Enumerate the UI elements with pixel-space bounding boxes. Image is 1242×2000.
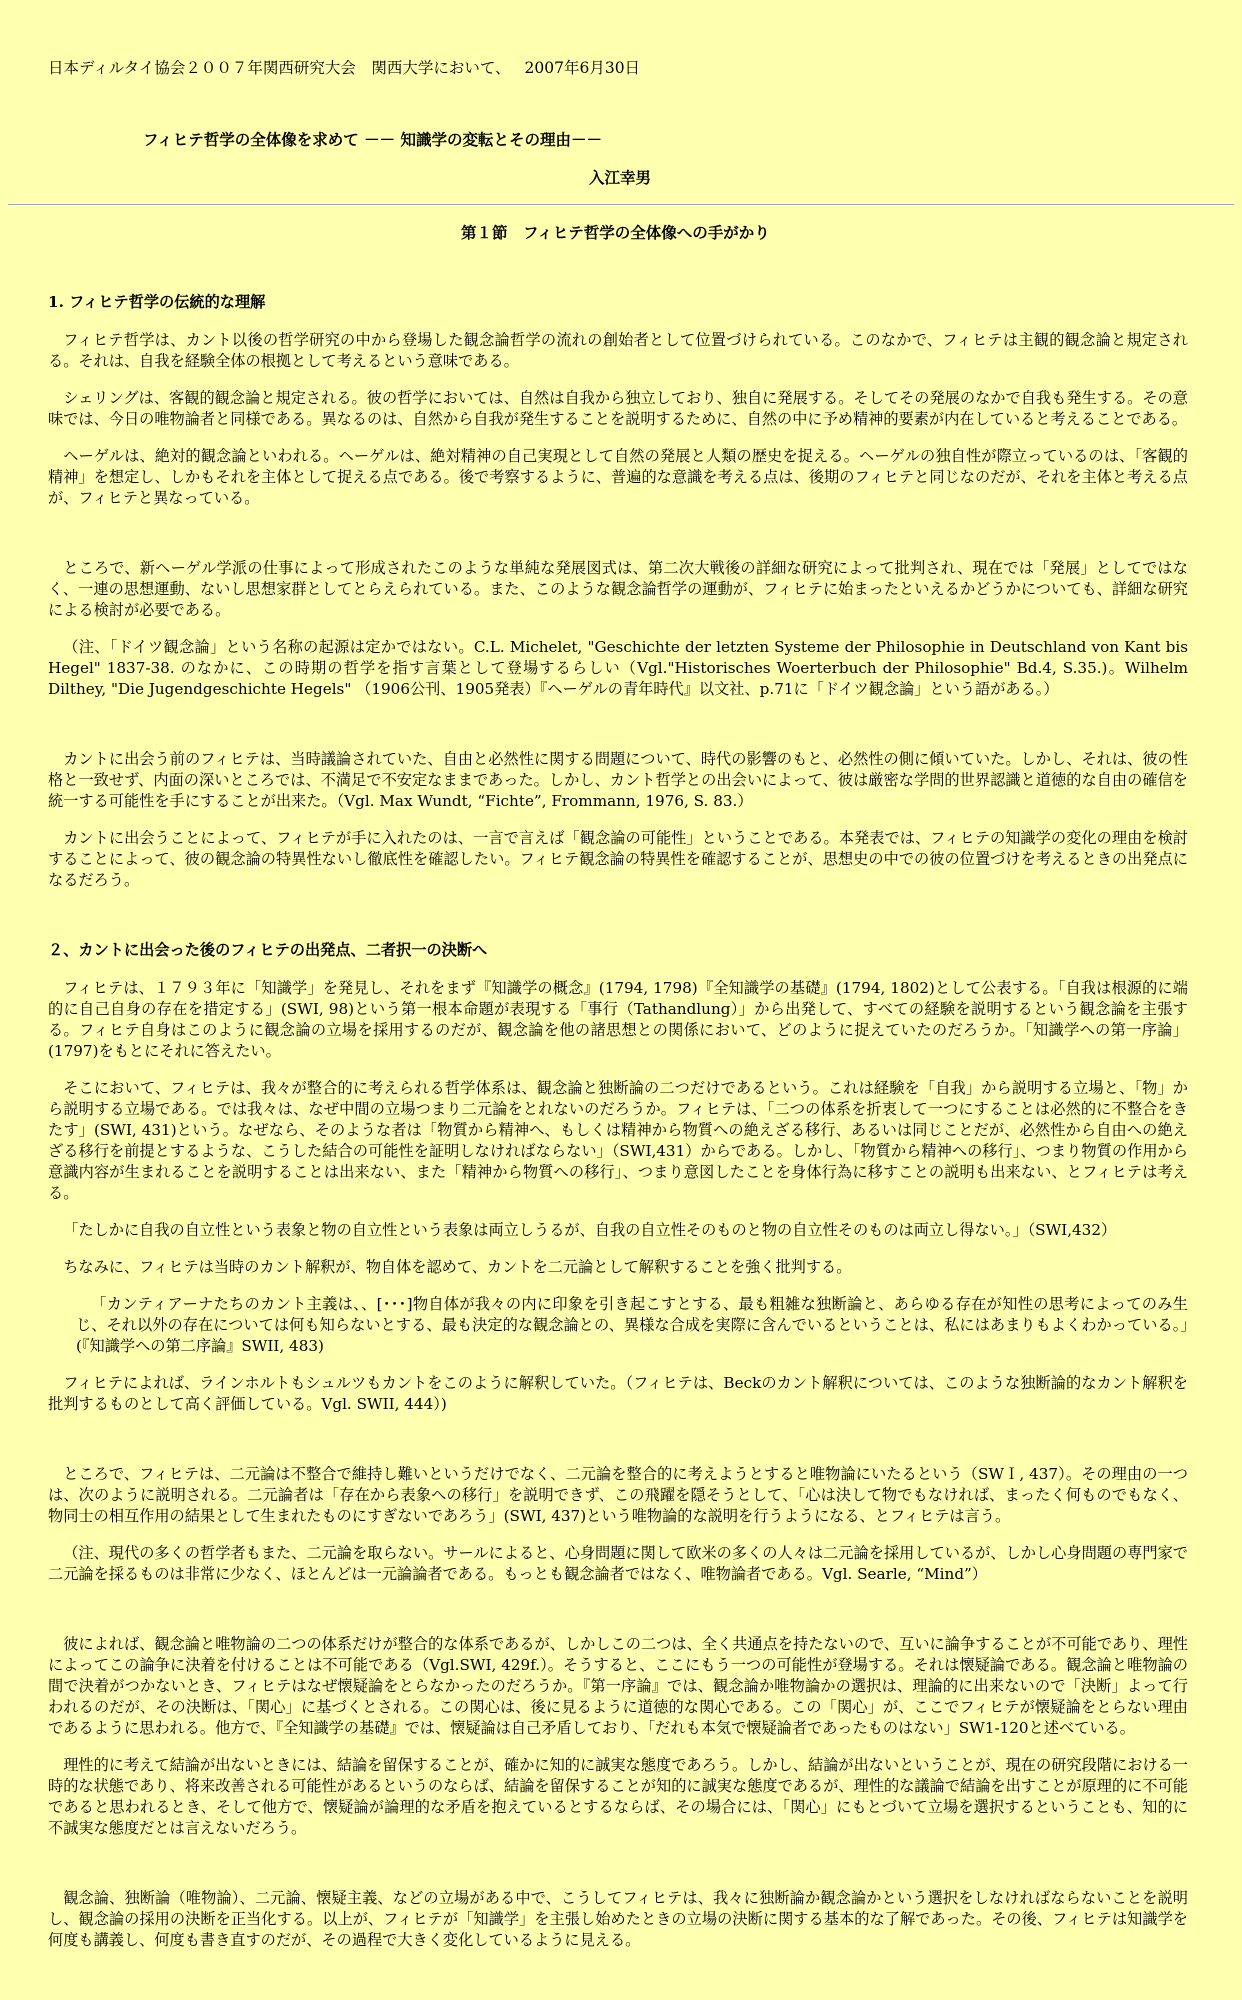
subsection-heading: ２、カントに出会った後のフィヒテの出発点、二者択一の決断へ — [48, 941, 488, 959]
paragraph: 観念論、独断論（唯物論）、二元論、懐疑主義、などの立場がある中で、こうしてフィヒテは、我々に独断論か観念論かという選択をしなければならないことを説明し、観念論の採用の決断を正当化する。以上が、フィヒテが「知識学」を主張し始めたときの立場の決断に関する基本的な了解であった。その後、フィヒテは知識学を何度も講義し、何度も書き直すのだが、その過程で大きく変化しているように見える。 — [48, 1889, 1188, 1949]
paragraph: ところで、フィヒテは、二元論は不整合で維持し難いというだけでなく、二元論を整合的に考えようとすると唯物論にいたるという（SWＩ, 437）。その理由の一つは、次のように説明される。二元論者は「存在から表象への移行」を説明できず、この飛躍を隠そうとして、「心は決して物でもなければ、まったく何ものでもなく、物同士の相互作用の結果として生まれたものにすぎないであろう」(SWI, 437)という唯物論的な説明を行うようになる、とフィヒテは言う。 — [48, 1465, 1188, 1525]
document-body — [48, 292, 1188, 1967]
header-date: 2007年6月30日 — [524, 59, 641, 77]
paragraph: フィヒテは、１７９３年に「知識学」を発見し、それをまず『知識学の概念』(1794, 1798)『全知識学の基礎』(1794, 1802)として公表する。「自我は根源的に端的に自己自身の存在を措定する」(SWI, 98)という第一根本命題が表現する「事行（Tathandlung）」から出発して、すべての経験を説明するという観念論を主張する。フィヒテ自身はこのように観念論の立場を採用するのだが、観念論を他の諸思想との関係において、どのように捉えていたのだろうか。「知識学への第一序論」(1797)をもとにそれに答えたい。 — [48, 979, 1188, 1060]
paragraph: ところで、新ヘーゲル学派の仕事によって形成されたこのような単純な発展図式は、第二次大戦後の詳細な研究によって批判され、現在では「発展」としてではなく、一連の思想運動、ないし思想家群としてとらえられている。また、このような観念論哲学の運動が、フィヒテに始まったといえるかどうかについても、詳細な研究による検討が必要である。 — [48, 559, 1188, 619]
block-quote: 「カンティアーナたちのカント主義は、、[･･･]物自体が我々の内に印象を引き起こすとする、最も粗雑な独断論と、あらゆる存在が知性の思考によってのみ生じ、それ以外の存在については何も知らないとする、最も決定的な観念論との、異様な合成を実際に含んでいるということは、私にはあまりもよくわかっている。」(『知識学への第二序論』SWII, 483) — [76, 1295, 1188, 1355]
horizontal-rule — [8, 204, 1234, 206]
paragraph: カントに出会うことによって、フィヒテが手に入れたのは、一言で言えば「観念論の可能性」ということである。本発表では、フィヒテの知識学の変化の理由を検討することによって、彼の観念論の特異性ないし徹底性を確認したい。フィヒテ観念論の特異性を確認することが、思想史の中での彼の位置づけを考えるときの出発点になるだろう。 — [48, 829, 1188, 889]
section-title: 第１節 フィヒテ哲学の全体像への手がかり — [461, 223, 770, 242]
paragraph: 理性的に考えて結論が出ないときには、結論を留保することが、確かに知的に誠実な態度であろう。しかし、結論が出ないということが、現在の研究段階における一時的な状態であり、将来改善される可能性があるというのならば、結論を留保することが知的に誠実な態度であるが、理性的な議論で結論を出すことが原理的に不可能であると思われるとき、そして他方で、懐疑論が論理的な矛盾を抱えているとするならば、その場合には、「関心」にもとづいて立場を選択するということも、知的に不誠実な態度だとは言えないだろう。 — [48, 1756, 1188, 1837]
header-event: 日本ディルタイ協会２００７年関西研究大会 関西大学において、 — [48, 59, 511, 77]
note-paragraph: （注、「ドイツ観念論」という名称の起源は定かではない。C.L. Michelet, "Geschichte der letzten Systeme der Philosophie in Deutschland von Kant bis Hegel" 1837-38. のなかに、この時期の哲学を指す言葉として登場するらしい（Vgl."Historisches Woerterbuch der Philosophie" Bd.4, S.35.)。Wilhelm Dilthey, "Die Jugendgeschichte Hegels" （1906公刊、1905発表）『ヘーゲルの青年時代』以文社、p.71に「ドイツ観念論」という語がある。） — [48, 638, 1188, 698]
paragraph: そこにおいて、フィヒテは、我々が整合的に考えられる哲学体系は、観念論と独断論の二つだけであるという。これは経験を「自我」から説明する立場と、「物」から説明する立場である。では我々は、なぜ中間の立場つまり二元論をとれないのだろうか。フィヒテは、「二つの体系を折衷して一つにすることは必然的に不整合をきたす」(SWI, 431)という。なぜなら、そのような者は「物質から精神へ、もしくは精神から物質への絶えざる移行、あるいは同じことだが、必然性から自由への絶えざる移行を前提とするような、こうした結合の可能性を証明しなければならない」（SWI,431）からである。しかし、「物質から精神への移行」、つまり物質の作用から意識内容が生まれることを説明することは出来ない、また「精神から物質への移行」、つまり意図したことを身体行為に移すことの説明も出来ない、とフィヒテは考える。 — [48, 1079, 1188, 1202]
author-name: 入江幸男 — [589, 168, 652, 187]
paragraph: ヘーゲルは、絶対的観念論といわれる。ヘーゲルは、絶対精神の自己実現として自然の発展と人類の歴史を捉える。ヘーゲルの独自性が際立っているのは、「客観的精神」を想定し、しかもそれを主体として捉える点である。後で考察するように、普遍的な意識を考える点は、後期のフィヒテと同じなのだが、それを主体と考える点が、フィヒテと異なっている。 — [48, 447, 1188, 507]
note-paragraph: （注、現代の多くの哲学者もまた、二元論を取らない。サールによると、心身問題に関して欧米の多くの人々は二元論を採用しているが、しかし心身問題の専門家で二元論を採るものは非常に少なく、ほとんどは一元論論者である。もっとも観念論者ではなく、唯物論者である。Vgl. Searle, “Mind”） — [48, 1544, 1188, 1583]
paragraph: シェリングは、客観的観念論と規定される。彼の哲学においては、自然は自我から独立しており、独自に発展する。そしてその発展のなかで自我も発生する。その意味では、今日の唯物論者と同様である。異なるのは、自然から自我が発生することを説明するために、自然の中に予め精神的要素が内在していると考えることである。 — [48, 389, 1188, 428]
paragraph: フィヒテ哲学は、カント以後の哲学研究の中から登場した観念論哲学の流れの創始者として位置づけられている。このなかで、フィヒテは主観的観念論と規定される。それは、自我を経験全体の根拠として考えるという意味である。 — [48, 331, 1188, 370]
paragraph: カントに出会う前のフィヒテは、当時議論されていた、自由と必然性に関する問題について、時代の影響のもと、必然性の側に傾いていた。しかし、それは、彼の性格と一致せず、内面の深いところでは、不満足で不安定なままであった。しかし、カント哲学との出会いによって、彼は厳密な学問的世界認識と道徳的な自由の確信を統一する可能性を手にすることが出来た。（Vgl. Max Wundt, “Fichte”, Frommann, 1976, S. 83.） — [48, 750, 1188, 810]
page-title: フィヒテ哲学の全体像を求めて －－ 知識学の変転とその理由－－ — [143, 130, 603, 149]
subsection-heading: 1. フィヒテ哲学の伝統的な理解 — [48, 293, 266, 311]
quote-paragraph: 「たしかに自我の自立性という表象と物の自立性という表象は両立しうるが、自我の自立性そのものと物の自立性そのものは両立し得ない。」（SWI,432） — [63, 1221, 1117, 1239]
paragraph: フィヒテによれば、ラインホルトもシュルツもカントをこのように解釈していた。（フィヒテは、Beckのカント解釈については、このような独断論的なカント解釈を批判するものとして高く評価している。Vgl. SWII, 444）) — [48, 1374, 1188, 1413]
header-line — [48, 58, 640, 79]
paragraph: ちなみに、フィヒテは当時のカント解釈が、物自体を認めて、カントを二元論として解釈することを強く批判する。 — [63, 1258, 852, 1276]
paragraph: 彼によれば、観念論と唯物論の二つの体系だけが整合的な体系であるが、しかしこの二つは、全く共通点を持たないので、互いに論争することが不可能であり、理性によってこの論争に決着を付けることは不可能である（Vgl.SWI, 429f.）。そうすると、ここにもう一つの可能性が登場する。それは懐疑論である。観念論と唯物論の間で決着がつかないとき、フィヒテはなぜ懐疑論をとらなかったのだろうか。『第一序論』では、観念論か唯物論かの選択は、理論的に出来ないので「決断」よって行われるのだが、その決断は、「関心」に基づくとされる。この関心は、後に見るように道徳的な関心である。この「関心」が、ここでフィヒテが懐疑論をとらない理由であるように思われる。他方で、『全知識学の基礎』では、懐疑論は自己矛盾しており、「だれも本気で懐疑論者であったものはない」SW1-120と述べている。 — [48, 1635, 1188, 1737]
